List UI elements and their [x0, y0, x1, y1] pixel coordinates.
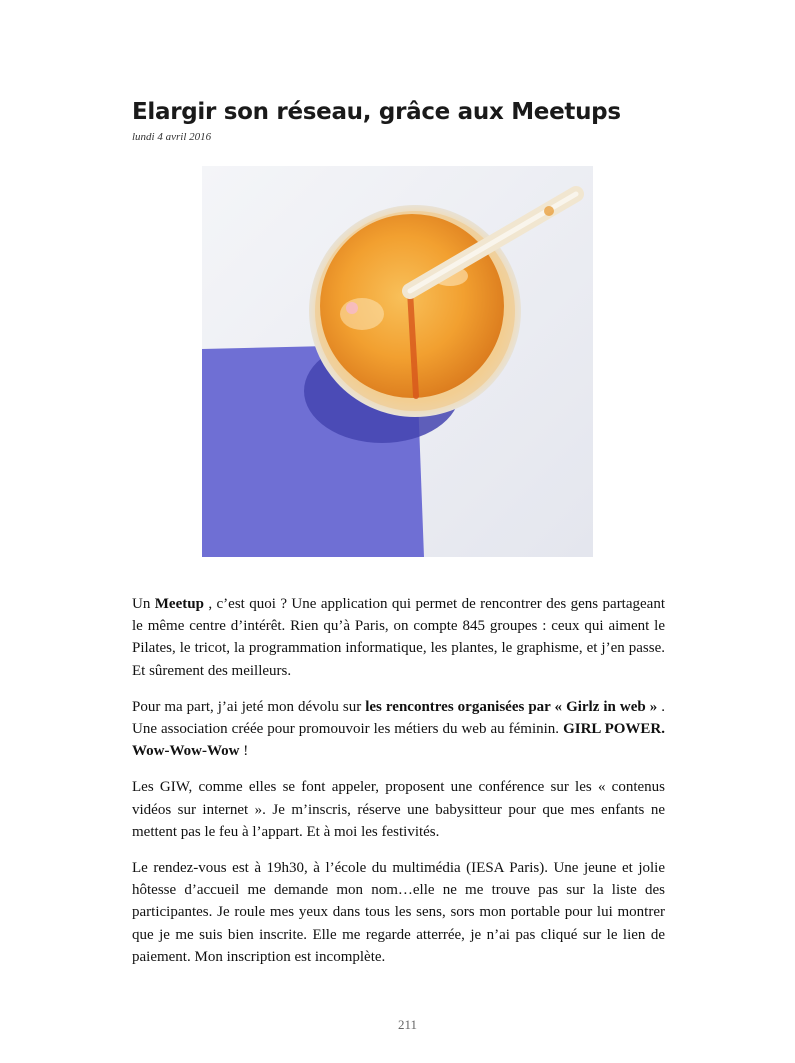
orange-drink-photo — [202, 166, 593, 557]
paragraph-3: Les GIW, comme elles se font appeler, proposent une conférence sur les « contenus vidéos sur internet ». Je m’inscris, réserve une babysitteur pour que mes enfants ne mettent pas le feu à l’appart. Et à moi les festivités. — [132, 779, 665, 840]
girl-power-text: GIRL POWER. Wow-Wow-Wow — [132, 721, 666, 760]
paragraph-4: Le rendez-vous est à 19h30, à l’école du multimédia (IESA Paris). Une jeune et jolie hôtesse d’accueil me demande mon nom…elle ne me trouve pas sur la liste des participantes. Je roule mes yeux dans tous les sens, sors mon portable pour lui montrer que je me suis bien inscrite. Elle me regarde atterrée, je n’ai pas cliqué sur le lien de paiement. Mon inscription est incomplète. — [132, 860, 665, 965]
girlz-in-web-link[interactable]: les rencontres organisées par « Girlz in web » — [365, 698, 658, 715]
article-body — [132, 593, 665, 982]
meetup-link[interactable]: Meetup — [154, 596, 204, 612]
page-number: 211 — [397, 1017, 418, 1032]
article-title: Elargir son réseau, grâce aux Meetups — [132, 99, 621, 125]
paragraph-1: Un Meetup , c’est quoi ? Une application qui permet de rencontrer des gens partageant le même centre d’intérêt. Rien qu’à Paris, on compte 845 groupes : ceux qui aiment le Pilates, le tricot, la programmation informatique, les plantes, le graphisme, et j’en passe. Et sûrement des meilleurs. — [132, 596, 665, 679]
paragraph-2: Pour ma part, j’ai jeté mon dévolu sur les rencontres organisées par « Girlz in web » . Une association créée pour promouvoir les métiers du web au féminin. GIRL POWER. Wow-Wow-Wow ! — [132, 698, 666, 760]
article-photo — [202, 166, 593, 557]
article-date: lundi 4 avril 2016 — [132, 131, 212, 143]
